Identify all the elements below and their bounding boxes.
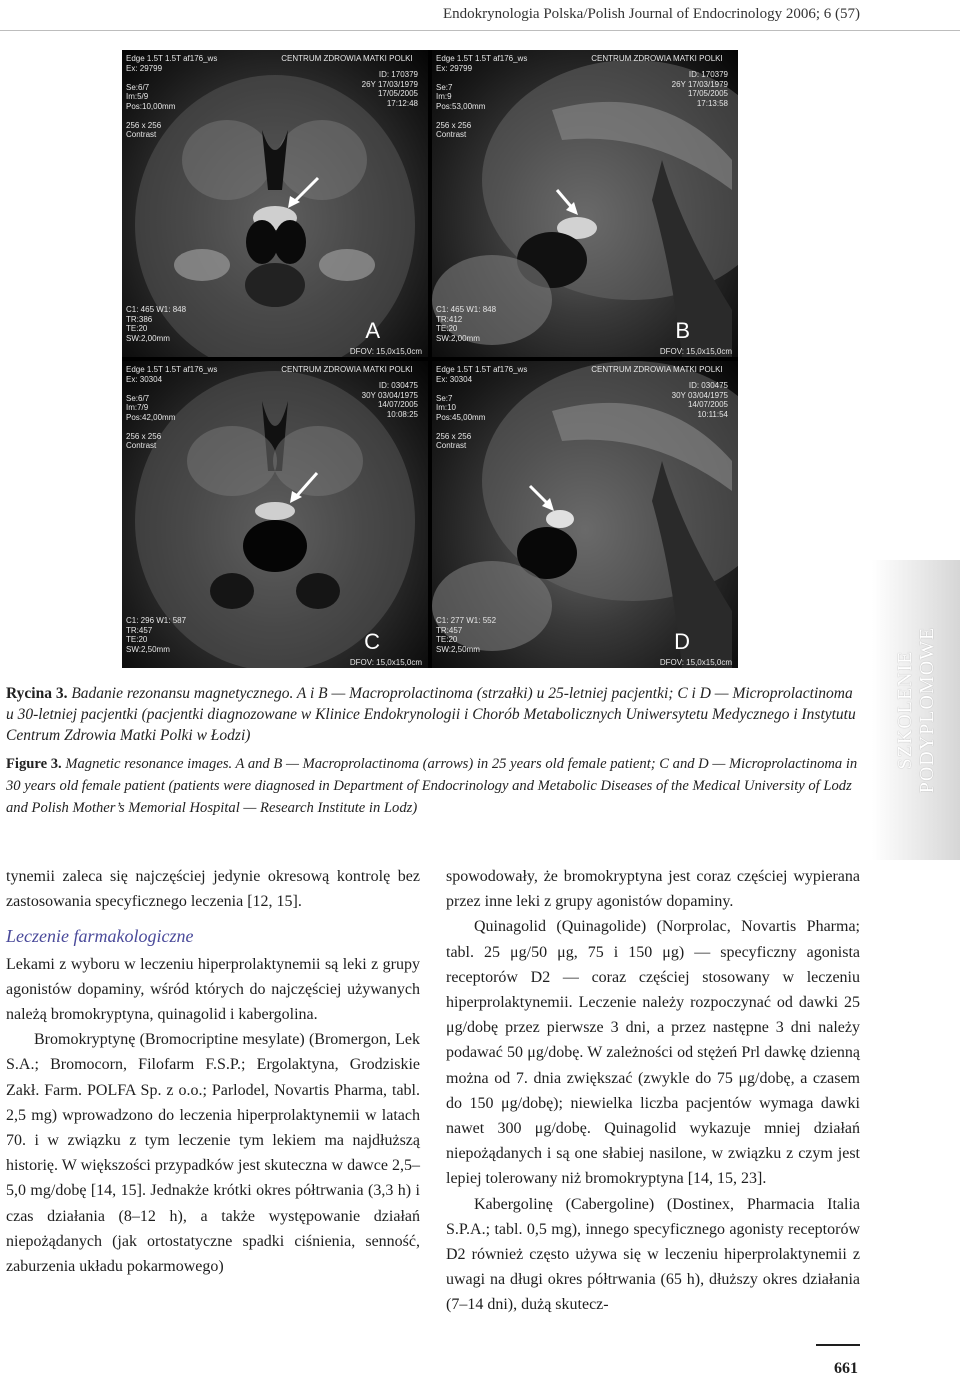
- panel-letter: A: [365, 318, 380, 343]
- paragraph: tynemii zaleca się najczęściej jedynie okresową kontrolę bez zastosowania specyficznego leczenia [12, 15].: [6, 868, 420, 911]
- scan-info-bottom-left: C1: 465 W1: 848 TR:412 TE:20 SW:2,00mm: [436, 305, 497, 343]
- paragraph: Bromokryptynę (Bromocriptine mesylate) (Bromergon, Lek S.A.; Bromocorn, Filofarm F.S.P.; Ergolaktyna, Grodziskie Zakł. Farm. POLFA Sp. z o.o.; Parlodel, Novartis Pharma, tabl. 2,5 mg) wprowadzono do leczenia hiperprolaktynemii w latach 70. i w związku z tym leczenie tym lekiem ma najdłuższą historię. W większości przypadków jest skuteczna w dawce 2,5–5,0 mg/dobę [14, 15]. Jednakże krótki okres półtrwania (3,3 h) i czas działania (8–12 h), a także występowanie działań niepożądanych (jak ortostatyczne spadki ciśnienia, senność, zaburzenia układu pokarmowego): [6, 1031, 420, 1276]
- scan-fov: DFOV: 15,0x15,0cm: [659, 658, 732, 667]
- journal-header: Endokrynologia Polska/Polish Journal of Endocrinology 2006; 6 (57): [442, 6, 860, 22]
- scan-info-bottom-left: C1: 277 W1: 552 TR:457 TE:20 SW:2,50mm: [436, 616, 497, 654]
- mri-figure: [122, 50, 738, 668]
- header-rule: [0, 30, 960, 31]
- scan-info-top-left: Edge 1.5T 1.5T af176_ws Ex: 29799 Se:6/7 Im:5/9 Pos:10,00mm 256 x 256 Contrast: [126, 54, 218, 139]
- mri-panel-a: [122, 50, 428, 357]
- scan-info-top-right: ID: 170379 26Y 17/03/1979 17/05/2005 17:12:48: [361, 70, 418, 108]
- scan-info-bottom-left: C1: 465 W1: 848 TR:386 TE:20 SW:2,00mm: [126, 305, 187, 343]
- caption-text: Badanie rezonansu magnetycznego. A i B — Macroprolactinoma (strzałki) u 25-letniej pacjentki; C i D — Microprolactinoma u 30-letniej pacjentki (pacjentki diagnozowane w Klinice Endokrynologii i Chorób Metabolicznych Uniwersytetu Medycznego i Instytutu Centrum Zdrowia Matki Polki w Łodzi): [6, 685, 856, 744]
- side-banner: [872, 560, 960, 860]
- caption-text: Magnetic resonance images. A and B — Macroprolactinoma (arrows) in 25 years old female patient; C and D — Microprolactinoma in 30 years old female patient (patients were diagnosed in Department of Endocrinology and Metabolic Diseases of the Medical University of Lodz and Polish Mother’s Memorial Hospital — Research Institute in Lodz): [6, 756, 858, 816]
- figure-caption-polish: [6, 683, 864, 746]
- figure-caption-english: [6, 753, 864, 819]
- panel-letter: D: [674, 629, 690, 654]
- paragraph: Quinagolid (Quinagolide) (Norprolac, Novartis Pharma; tabl. 25 μg/50 μg, 75 i 150 μg) — specyficzny agonista receptorów D2 — coraz częściej stosowany w leczeniu hiperprolaktynemii. Leczenie należy rozpoczynać od dawki 25 μg/dobę przez pierwsze 3 dni, a przez następne 3 dni należy podawać 50 μg/dobę. W zależności od stężeń Prl dawkę dzienną można od 7. dnia zwiększać (zwykle do 75 μg/dobę, a czasem do 150 μg/dobę); niewielka liczba pacjentów wymaga dawki nawet 300 μg/dobę. Quinagolid wykazuje mniej działań niepożądanych i są one słabiej nasilone, w związku z czym jest lepiej tolerowany niż bromokryptyna [14, 15, 23].: [446, 918, 860, 1188]
- scan-center-name: CENTRUM ZDROWIA MATKI POLKI: [591, 54, 723, 63]
- scan-fov: DFOV: 15,0x15,0cm: [659, 347, 732, 356]
- side-banner-line1: SZKOLENIE: [894, 650, 916, 770]
- mri-panel-b: [432, 50, 738, 357]
- scan-info-top-left: Edge 1.5T 1.5T af176_ws Ex: 30304 Se:6/7 Im:7/9 Pos:42,00mm 256 x 256 Contrast: [126, 365, 218, 450]
- scan-info-top-right: ID: 030475 30Y 03/04/1975 14/07/2005 10:08:25: [361, 381, 418, 419]
- mri-panel-d: [432, 361, 738, 668]
- scan-info-top-left: Edge 1.5T 1.5T af176_ws Ex: 30304 Se:7 Im:10 Pos:45,00mm 256 x 256 Contrast: [436, 365, 528, 450]
- right-column: [446, 864, 860, 1318]
- caption-label: Figure 3.: [6, 756, 62, 772]
- scan-info-top-left: Edge 1.5T 1.5T af176_ws Ex: 29799 Se:7 Im:9 Pos:53,00mm 256 x 256 Contrast: [436, 54, 528, 139]
- page-number: 661: [834, 1360, 858, 1377]
- section-heading: Leczenie farmakologiczne: [6, 926, 194, 947]
- paragraph: Lekami z wyboru w leczeniu hiperprolaktynemii są leki z grupy agonistów dopaminy, wśród których do najczęściej używanych należą bromokryptyna, quinagolid i kabergolina.: [6, 955, 420, 1024]
- paragraph: Kabergolinę (Cabergoline) (Dostinex, Pharmacia Italia S.P.A.; tabl. 0,5 mg), innego specyficznego agonisty receptorów D2 również często używa się w leczeniu hiperprolaktynemii z uwagi na długi okres półtrwania (65 h), dłuższy okres działania (7–14 dni), dużą skutecz-: [446, 1195, 860, 1314]
- scan-center-name: CENTRUM ZDROWIA MATKI POLKI: [591, 365, 723, 374]
- side-banner-line2: PODYPLOMOWE: [916, 626, 938, 794]
- page-number-rule: [816, 1344, 860, 1346]
- scan-center-name: CENTRUM ZDROWIA MATKI POLKI: [281, 54, 413, 63]
- scan-info-bottom-left: C1: 296 W1: 587 TR:457 TE:20 SW:2,50mm: [126, 616, 187, 654]
- mri-panel-c: [122, 361, 428, 668]
- scan-center-name: CENTRUM ZDROWIA MATKI POLKI: [281, 365, 413, 374]
- panel-letter: B: [675, 318, 690, 343]
- paragraph: spowodowały, że bromokryptyna jest coraz częściej wypierana przez inne leki z grupy agonistów dopaminy.: [446, 868, 860, 911]
- scan-fov: DFOV: 15,0x15,0cm: [349, 658, 422, 667]
- scan-info-top-right: ID: 170379 26Y 17/03/1979 17/05/2005 17:13:58: [671, 70, 728, 108]
- scan-info-top-right: ID: 030475 30Y 03/04/1975 14/07/2005 10:11:54: [671, 381, 728, 419]
- side-banner-text: [894, 627, 938, 794]
- caption-label: Rycina 3.: [6, 685, 68, 702]
- panel-letter: C: [364, 629, 380, 654]
- scan-fov: DFOV: 15,0x15,0cm: [349, 347, 422, 356]
- left-column: [6, 864, 420, 1279]
